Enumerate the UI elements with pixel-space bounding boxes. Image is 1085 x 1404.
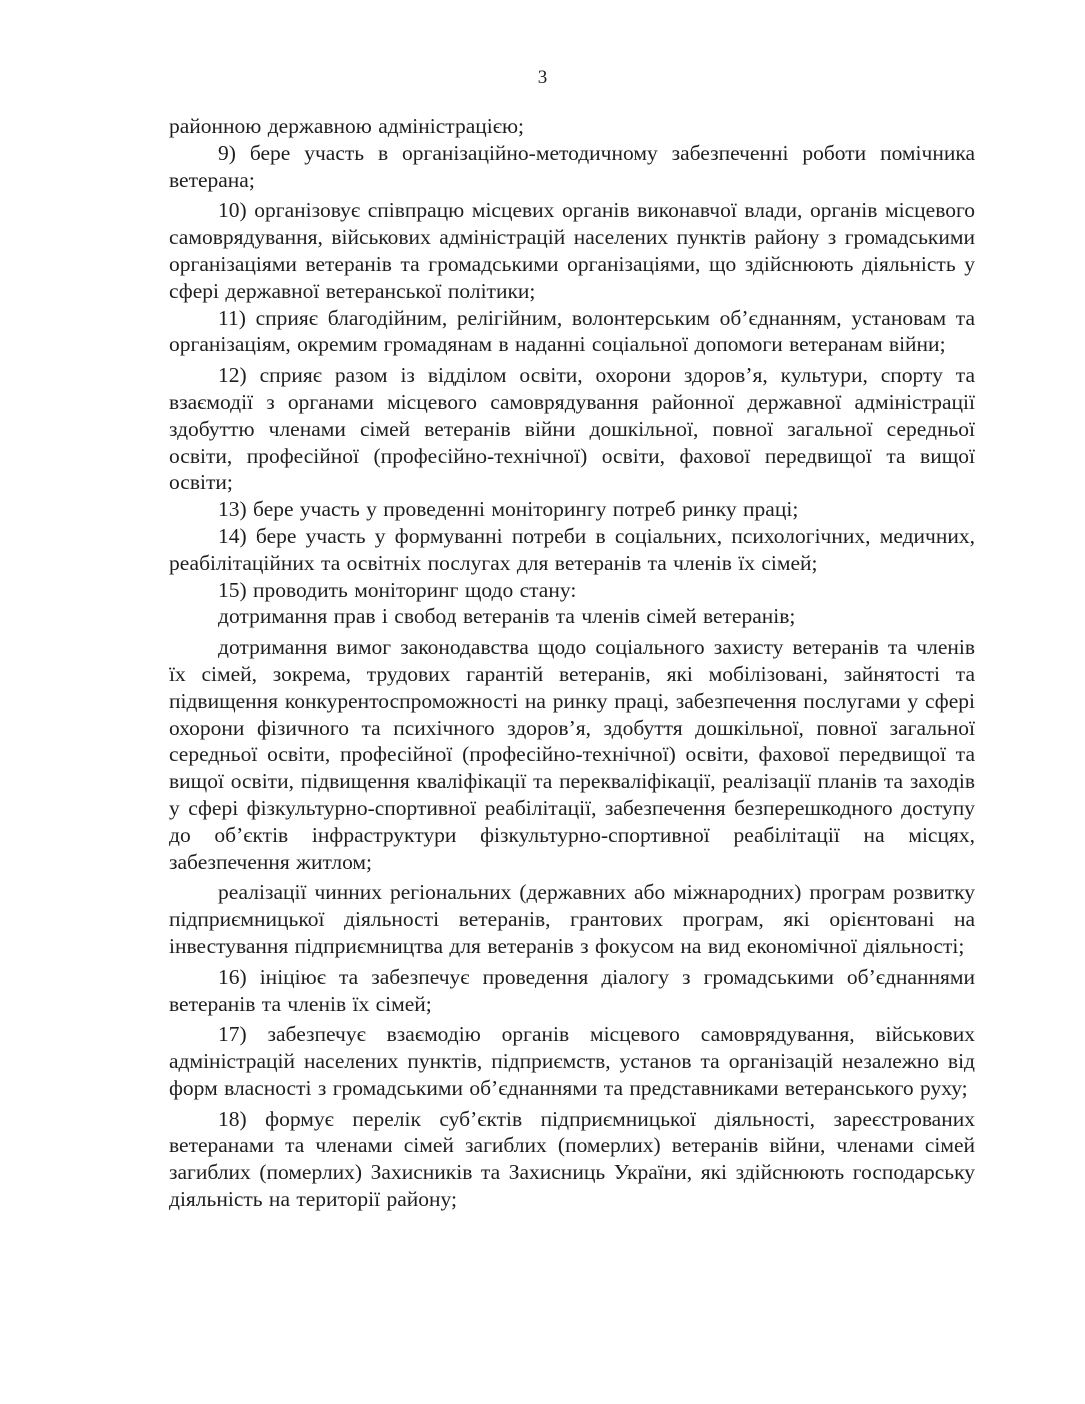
page-number: 3 xyxy=(537,67,548,88)
paragraph-item-15-legislation: дотримання вимог законодавства щодо соціального захисту ветеранів та членів їх сімей, зокрема, трудових гарантій ветеранів, які мобілізовані, зайнятості та підвищення конкурентоспроможності на ринку праці, забезпечення послугами у сфері охорони фізичного та психічного здоров’я, здобуття дошкільної, повної загальної середньої освіти, професійної (професійно-технічної) освіти, фахової передвищої та вищої освіти, підвищення кваліфікації та перекваліфікації, реалізації планів та заходів у сфері фізкультурно-спортивної реабілітації, забезпечення безперешкодного доступу до об’єктів інфраструктури фізкультурно-спортивної реабілітації на місцях, забезпечення житлом; xyxy=(169,635,975,874)
paragraph-item-13: 13) бере участь у проведенні моніторингу потреб ринку праці; xyxy=(218,497,799,522)
paragraph-item-15-programs: реалізації чинних регіональних (державних або міжнародних) програм розвитку підприємницької діяльності ветеранів, грантових програм, які орієнтовані на інвестування підприємництва для ветеранів з фокусом на вид економічної діяльності; xyxy=(169,880,975,958)
paragraph-item-15: 15) проводить моніторинг щодо стану: xyxy=(218,577,577,602)
paragraph-item-10: 10) організовує співпрацю місцевих органів виконавчої влади, органів місцевого самоврядування, військових адміністрацій населених пунктів району з громадськими організаціями ветеранів та громадськими організаціями, що здійснюють діяльність у сфері державної ветеранської політики; xyxy=(169,198,975,303)
paragraph-item-9: 9) бере участь в організаційно-методичному забезпеченні роботи помічника ветерана; xyxy=(169,140,975,192)
document-body xyxy=(169,113,975,1213)
paragraph-item-16: 16) ініціює та забезпечує проведення діалогу з громадськими об’єднаннями ветеранів та членів їх сімей; xyxy=(169,964,975,1016)
paragraph-item-12: 12) сприяє разом із відділом освіти, охорони здоров’я, культури, спорту та взаємодії з органами місцевого самоврядування районної державної адміністрації здобуттю членами сімей ветеранів війни дошкільної, повної загальної середньої освіти, професійної (професійно-технічної) освіти, фахової передвищої та вищої освіти; xyxy=(169,363,975,495)
paragraph-item-17: 17) забезпечує взаємодію органів місцевого самоврядування, військових адміністрацій населених пунктів, підприємств, установ та організацій незалежно від форм власності з громадськими об’єднаннями та представниками ветеранського руху; xyxy=(169,1022,975,1100)
paragraph-item-15-rights: дотримання прав і свобод ветеранів та членів сімей ветеранів; xyxy=(218,604,796,629)
paragraph-continuation: районною державною адміністрацією; xyxy=(169,114,524,138)
paragraph-item-14: 14) бере участь у формуванні потреби в соціальних, психологічних, медичних, реабілітаційних та освітніх послугах для ветеранів та членів їх сімей; xyxy=(169,523,975,575)
paragraph-item-11: 11) сприяє благодійним, релігійним, волонтерським об’єднанням, установам та організаціям, окремим громадянам в наданні соціальної допомоги ветеранам війни; xyxy=(169,305,975,357)
paragraph-item-18: 18) формує перелік суб’єктів підприємницької діяльності, зареєстрованих ветеранами та членами сімей загиблих (померлих) ветеранів війни, членами сімей загиблих (померлих) Захисників та Захисниць України, які здійснюють господарську діяльність на території району; xyxy=(169,1106,975,1212)
